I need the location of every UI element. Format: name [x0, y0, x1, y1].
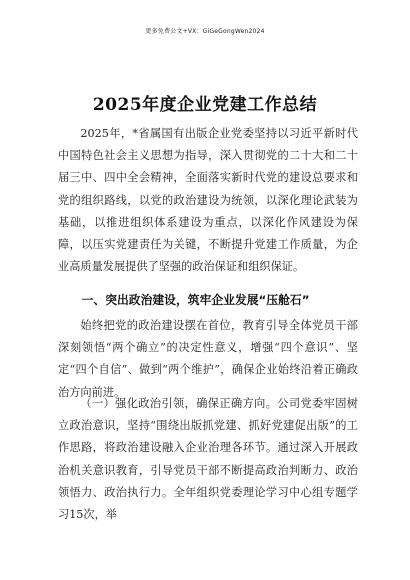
intro-paragraph: 2025年，*省属国有出版企业党委坚持以习近平新时代中国特色社会主义思想为指导，深入贯彻党的二十大和二十届三中、四中全会精神，全面落实新时代党的建设总要求和党的组织路线，以党的政治建设为统领，以深化理论武装为基础，以推进组织体系建设为重点，以深化作风建设为保障，以压实党建责任为关键，不断提升党建工作质量，为企业高质量发展提供了坚强的政治保证和组织保证。	[58, 127, 358, 274]
header-watermark-text: 更多免费公文+VX：GiGeGongWen2024	[145, 28, 265, 35]
document-title: 2025年度企业党建工作总结	[92, 95, 318, 115]
section-heading-1: 一、突出政治建设，筑牢企业发展“压舱石”	[81, 293, 310, 307]
section-1-paragraph-2: （一）强化政治引领，确保正确方向。公司党委牢固树立政治意识，坚持“围绕出版抓党建、抓好党建促出版”的工作思路，将政治建设融入企业治理各环节。通过深入开展政治机关意识教育，引导党员干部不断提高政治判断力、政治领悟力、政治执行力。全年组织党委理论学习中心组专题学习15次，举	[58, 397, 358, 522]
section-1-paragraph-1: 始终把党的政治建设摆在首位，教育引导全体党员干部深刻领悟“两个确立”的决定性意义，增强“四个意识”、坚定“四个自信”、做到“两个维护”，确保企业始终沿着正确政治方向前进。	[58, 319, 358, 399]
